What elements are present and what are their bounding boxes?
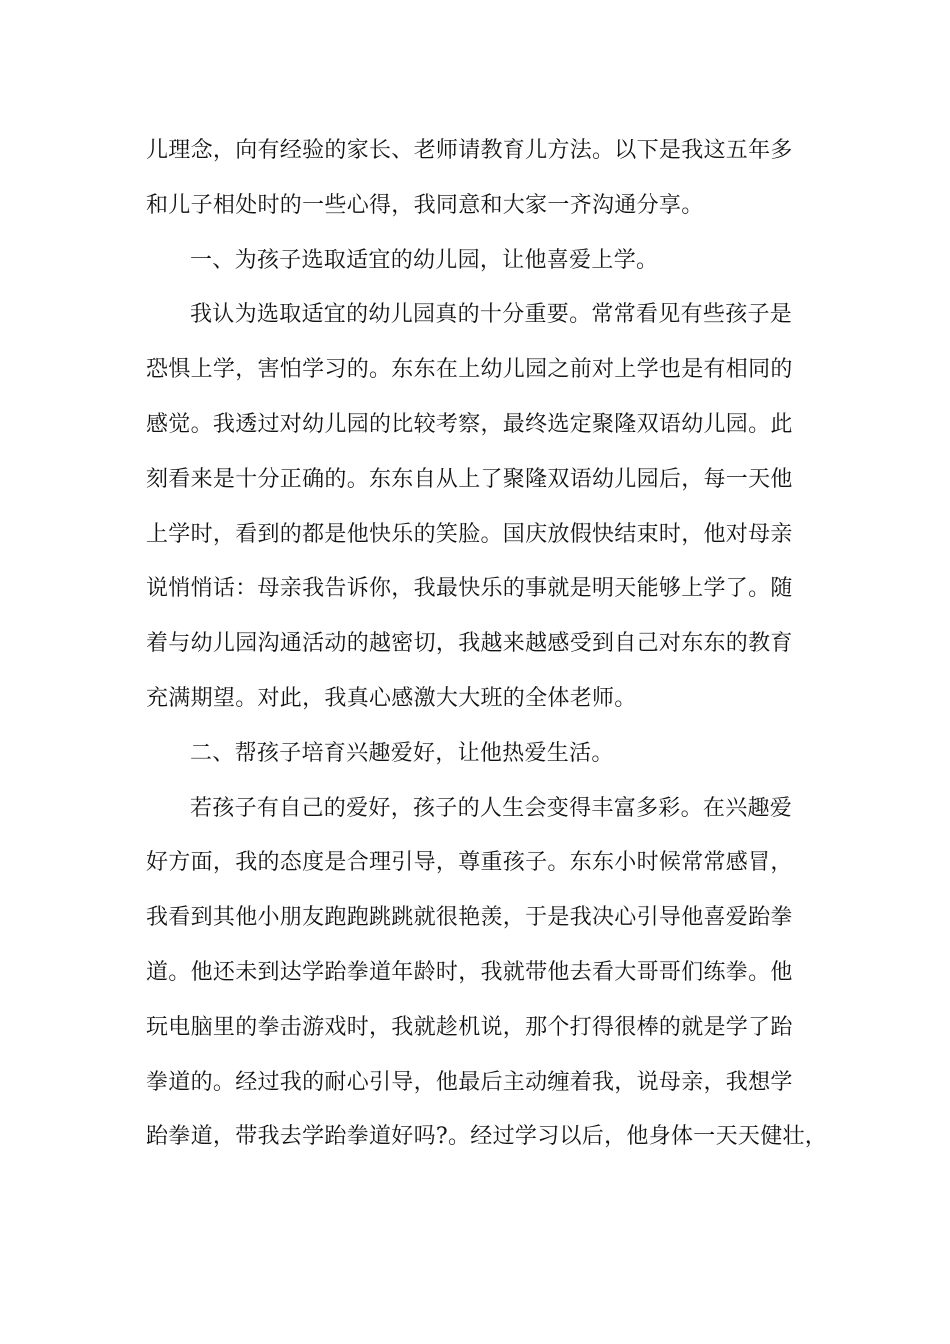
text-line: 充满期望。对此，我真心感激大大班的全体老师。 [146,685,637,711]
text-line: 好方面，我的态度是合理引导，尊重孩子。东东小时候常常感冒， [146,850,793,876]
text-line: 拳道的。经过我的耐心引导，他最后主动缠着我，说母亲，我想学 [146,1069,793,1095]
text-line: 玩电脑里的拳击游戏时，我就趁机说，那个打得很棒的就是学了跆 [146,1014,793,1040]
section-heading: 二、帮孩子培育兴趣爱好，让他热爱生活。 [190,740,614,766]
paragraph-start-line: 我认为选取适宜的幼儿园真的十分重要。常常看见有些孩子是 [190,302,793,328]
text-line: 刻看来是十分正确的。东东自从上了聚隆双语幼儿园后，每一天他 [146,466,793,492]
text-line: 我看到其他小朋友跑跑跳跳就很艳羡，于是我决心引导他喜爱跆拳 [146,905,793,931]
text-line: 说悄悄话：母亲我告诉你，我最快乐的事就是明天能够上学了。随 [146,576,793,602]
text-line: 道。他还未到达学跆拳道年龄时，我就带他去看大哥哥们练拳。他 [146,959,793,985]
section-heading: 一、为孩子选取适宜的幼儿园，让他喜爱上学。 [190,247,659,273]
text-line: 恐惧上学，害怕学习的。东东在上幼儿园之前对上学也是有相同的 [146,357,793,383]
text-line: 感觉。我透过对幼儿园的比较考察，最终选定聚隆双语幼儿园。此 [146,411,793,437]
text-line: 跆拳道，带我去学跆拳道好吗?。经过学习以后，他身体一天天健壮， [146,1124,828,1150]
paragraph-start-line: 若孩子有自己的爱好，孩子的人生会变得丰富多彩。在兴趣爱 [190,795,793,821]
text-line: 和儿子相处时的一些心得，我同意和大家一齐沟通分享。 [146,192,704,218]
body-text [146,128,826,1169]
text-line: 上学时，看到的都是他快乐的笑脸。国庆放假快结束时，他对母亲 [146,521,793,547]
text-line: 儿理念，向有经验的家长、老师请教育儿方法。以下是我这五年多 [146,138,793,163]
text-line: 着与幼儿园沟通活动的越密切，我越来越感受到自己对东东的教育 [146,631,793,657]
